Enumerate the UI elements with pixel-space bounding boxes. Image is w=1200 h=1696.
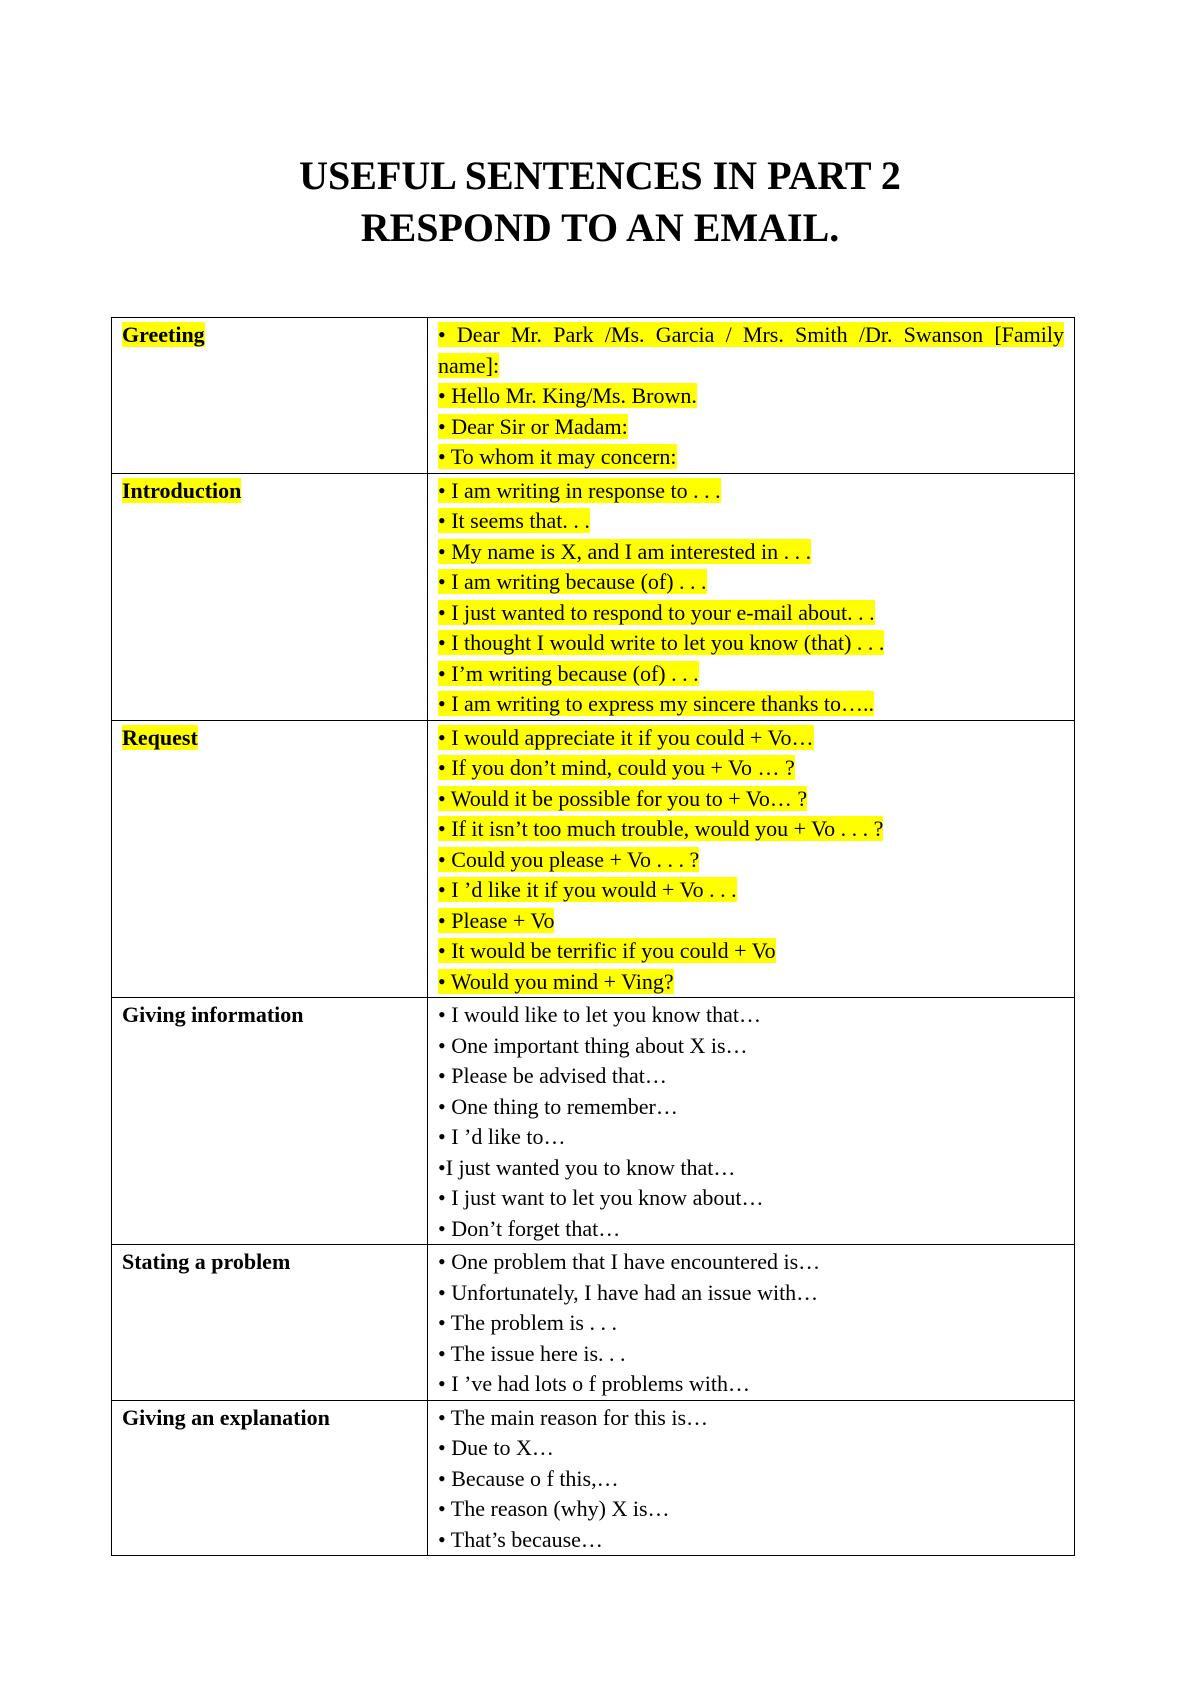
phrase-line: [438, 906, 1064, 937]
phrase-text: • I am writing because (of) . . .: [438, 569, 707, 594]
phrase-cell: [428, 318, 1075, 474]
phrase-text: • I am writing to express my sincere thanks to…..: [438, 691, 875, 716]
category-label: Giving information: [122, 1002, 304, 1027]
phrase-text: • I just wanted to respond to your e-mail about. . .: [438, 599, 875, 625]
phrase-cell: [428, 1245, 1075, 1401]
phrase-line: [438, 1153, 1064, 1184]
phrase-text: • The reason (why) X is…: [438, 1496, 670, 1521]
phrase-text: • The problem is . . .: [438, 1310, 617, 1335]
table-row: [112, 318, 1075, 474]
category-cell: [112, 720, 428, 998]
phrase-line: [438, 442, 1064, 473]
phrase-line: [438, 628, 1064, 659]
category-label: Request: [122, 724, 198, 750]
phrase-text: • Dear Mr. Park /Ms. Garcia / Mrs. Smith /Dr. Swanson [Family name]:: [438, 322, 1064, 378]
title-line-1: USEFUL SENTENCES IN PART 2: [299, 153, 901, 198]
phrase-line: [438, 875, 1064, 906]
table-row: [112, 998, 1075, 1245]
phrase-line: [438, 1369, 1064, 1400]
page-title: [0, 150, 1200, 254]
phrase-text: • I ’ve had lots o f problems with…: [438, 1371, 750, 1396]
title-line-2: RESPOND TO AN EMAIL.: [360, 205, 840, 250]
phrase-line: [438, 1403, 1064, 1434]
phrase-text: • Don’t forget that…: [438, 1215, 621, 1241]
phrase-line: [438, 1464, 1064, 1495]
phrase-line: [438, 753, 1064, 784]
phrase-text: • I am writing in response to . . .: [438, 477, 721, 503]
category-cell: [112, 318, 428, 474]
phrase-line: [438, 1339, 1064, 1370]
phrase-text: • Would it be possible for you to + Vo… ?: [438, 785, 808, 811]
phrase-cell: [428, 998, 1075, 1245]
phrase-line: [438, 1247, 1064, 1278]
phrase-line: [438, 1031, 1064, 1062]
phrase-text: • The issue here is. . .: [438, 1340, 626, 1366]
category-label: Stating a problem: [122, 1249, 291, 1274]
phrase-line: [438, 476, 1064, 507]
phrase-line: [438, 1278, 1064, 1309]
phrase-text: • Because o f this,…: [438, 1465, 619, 1491]
phrase-text: • I’m writing because (of) . . .: [438, 660, 699, 686]
phrase-text: • Please be advised that…: [438, 1063, 667, 1088]
category-cell: [112, 1400, 428, 1556]
phrase-text: • The main reason for this is…: [438, 1404, 709, 1430]
phrase-cell: [428, 473, 1075, 720]
category-label: Introduction: [122, 477, 242, 503]
phrase-line: [438, 1092, 1064, 1123]
phrase-text: • It would be terrific if you could + Vo: [438, 938, 776, 963]
phrase-line: [438, 689, 1064, 720]
category-cell: [112, 473, 428, 720]
phrase-line: [438, 723, 1064, 754]
phrase-cell: [428, 720, 1075, 998]
phrase-line: [438, 381, 1064, 412]
phrase-text: • I would appreciate it if you could + Vo…: [438, 724, 814, 750]
phrase-line: [438, 784, 1064, 815]
phrase-line: [438, 537, 1064, 568]
phrase-line: [438, 412, 1064, 443]
phrase-text: • Could you please + Vo . . . ?: [438, 846, 700, 872]
table-row: [112, 720, 1075, 998]
phrase-text: • Unfortunately, I have had an issue with…: [438, 1279, 819, 1305]
phrase-line: [438, 1433, 1064, 1464]
phrase-line: [438, 814, 1064, 845]
phrase-line: [438, 320, 1064, 381]
category-label: Greeting: [122, 322, 205, 347]
phrase-line: [438, 845, 1064, 876]
phrase-line: [438, 1122, 1064, 1153]
phrase-line: [438, 1525, 1064, 1556]
phrase-text: • I would like to let you know that…: [438, 1002, 761, 1027]
useful-sentences-table: [111, 317, 1075, 1556]
phrase-text: • One problem that I have encountered is…: [438, 1249, 821, 1274]
phrase-line: [438, 1494, 1064, 1525]
phrase-line: [438, 506, 1064, 537]
phrase-text: •I just wanted you to know that…: [438, 1154, 736, 1180]
category-label: Giving an explanation: [122, 1404, 330, 1430]
table-row: [112, 473, 1075, 720]
phrase-text: • Please + Vo: [438, 907, 555, 933]
phrase-line: [438, 1000, 1064, 1031]
table-row: [112, 1400, 1075, 1556]
phrase-text: • I just want to let you know about…: [438, 1185, 764, 1210]
phrase-text: • That’s because…: [438, 1526, 603, 1552]
phrase-cell: [428, 1400, 1075, 1556]
table-body: [112, 318, 1075, 1556]
phrase-text: • To whom it may concern:: [438, 444, 677, 469]
category-cell: [112, 1245, 428, 1401]
phrase-line: [438, 659, 1064, 690]
phrase-text: • If you don’t mind, could you + Vo … ?: [438, 755, 795, 780]
phrase-line: [438, 1214, 1064, 1245]
phrase-text: • I thought I would write to let you know (that) . . .: [438, 630, 885, 655]
category-cell: [112, 998, 428, 1245]
phrase-text: • Due to X…: [438, 1435, 554, 1460]
phrase-text: • Would you mind + Ving?: [438, 968, 674, 994]
phrase-line: [438, 598, 1064, 629]
phrase-text: • If it isn’t too much trouble, would you + Vo . . . ?: [438, 816, 884, 841]
phrase-text: • One thing to remember…: [438, 1093, 678, 1119]
phrase-text: • I ’d like to…: [438, 1124, 566, 1149]
table-row: [112, 1245, 1075, 1401]
phrase-text: • I ’d like it if you would + Vo . . .: [438, 877, 737, 902]
phrase-text: • Hello Mr. King/Ms. Brown.: [438, 383, 697, 408]
phrase-line: [438, 1061, 1064, 1092]
phrase-text: • Dear Sir or Madam:: [438, 413, 628, 439]
phrase-line: [438, 967, 1064, 998]
phrase-text: • It seems that. . .: [438, 508, 590, 533]
phrase-line: [438, 936, 1064, 967]
phrase-line: [438, 1183, 1064, 1214]
phrase-text: • One important thing about X is…: [438, 1032, 748, 1058]
phrase-line: [438, 567, 1064, 598]
phrase-line: [438, 1308, 1064, 1339]
phrase-text: • My name is X, and I am interested in . . .: [438, 538, 812, 564]
